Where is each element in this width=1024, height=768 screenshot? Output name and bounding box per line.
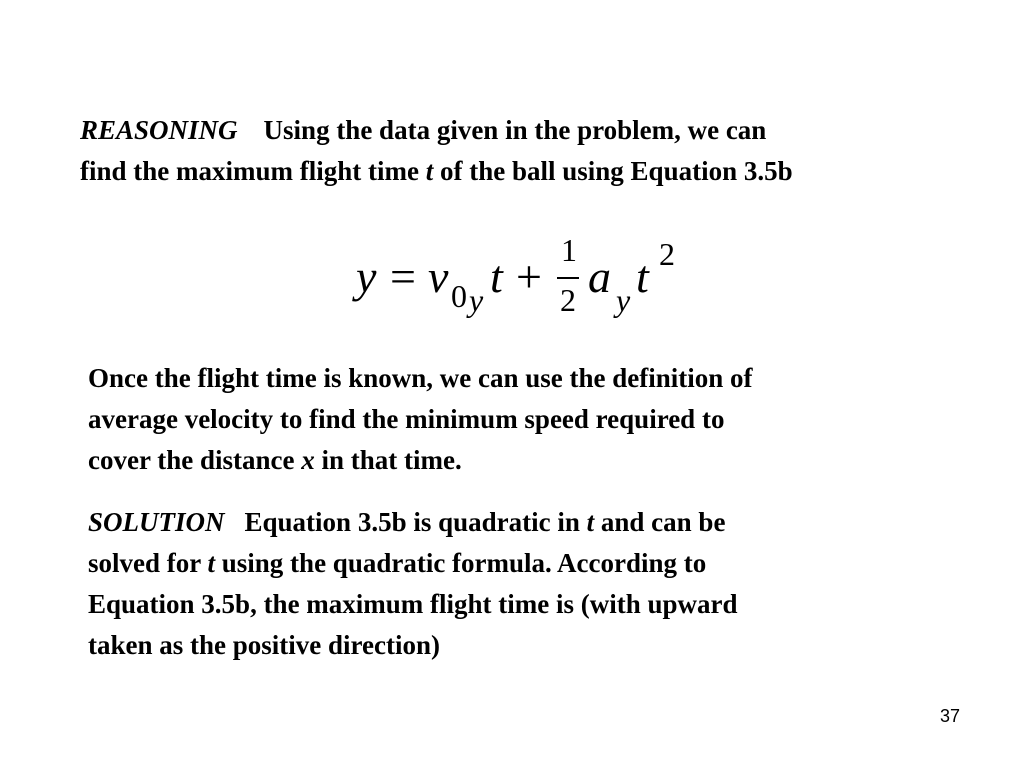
solution-line-3: Equation 3.5b, the maximum flight time is (with upward	[88, 589, 738, 619]
eq-plus: +	[516, 251, 542, 302]
eq-fraction-numerator: 1	[561, 232, 577, 268]
eq-equals: =	[390, 251, 416, 302]
reasoning-paragraph	[80, 110, 1010, 192]
eq-v-subscript-y: y	[469, 282, 484, 318]
solution-var-t-2: t	[207, 548, 216, 578]
eq-a: a	[588, 251, 611, 302]
page-number: 37	[939, 706, 960, 726]
eq-v: v	[428, 251, 449, 302]
reasoning-line-1: Using the data given in the problem, we can	[263, 115, 767, 145]
reasoning-line-2-after: of the ball using Equation 3.5b	[433, 156, 793, 186]
solution-line-2-before: solved for	[88, 548, 208, 578]
eq-t-squared: t	[636, 251, 649, 302]
explanation-line-2: average velocity to find the minimum speed required to	[88, 404, 725, 434]
reasoning-line-2-before: find the maximum flight time	[80, 156, 426, 186]
reasoning-label: REASONING	[80, 115, 238, 145]
solution-paragraph	[88, 502, 988, 666]
solution-line-1-before: Equation 3.5b is quadratic in	[244, 507, 587, 537]
solution-line-2-after: using the quadratic formula. According to	[215, 548, 707, 578]
eq-v-subscript-zero: 0	[451, 278, 467, 314]
reasoning-var-t: t	[425, 156, 434, 186]
solution-line-4: taken as the positive direction)	[88, 630, 440, 660]
kinematics-equation	[356, 232, 696, 322]
solution-var-t-1: t	[586, 507, 595, 537]
solution-line-1-after: and can be	[594, 507, 726, 537]
eq-fraction-denominator: 2	[560, 282, 576, 318]
solution-label: SOLUTION	[88, 507, 225, 537]
explanation-line-3-before: cover the distance	[88, 445, 302, 475]
eq-y: y	[356, 251, 377, 302]
eq-t: t	[490, 251, 503, 302]
explanation-line-1: Once the flight time is known, we can use the definition of	[88, 363, 753, 393]
explanation-line-3-after: in that time.	[314, 445, 462, 475]
explanation-var-x: x	[301, 445, 315, 475]
eq-fraction-bar	[557, 277, 579, 279]
eq-exponent: 2	[659, 236, 675, 272]
explanation-paragraph	[88, 358, 988, 481]
eq-a-subscript-y: y	[616, 282, 631, 318]
